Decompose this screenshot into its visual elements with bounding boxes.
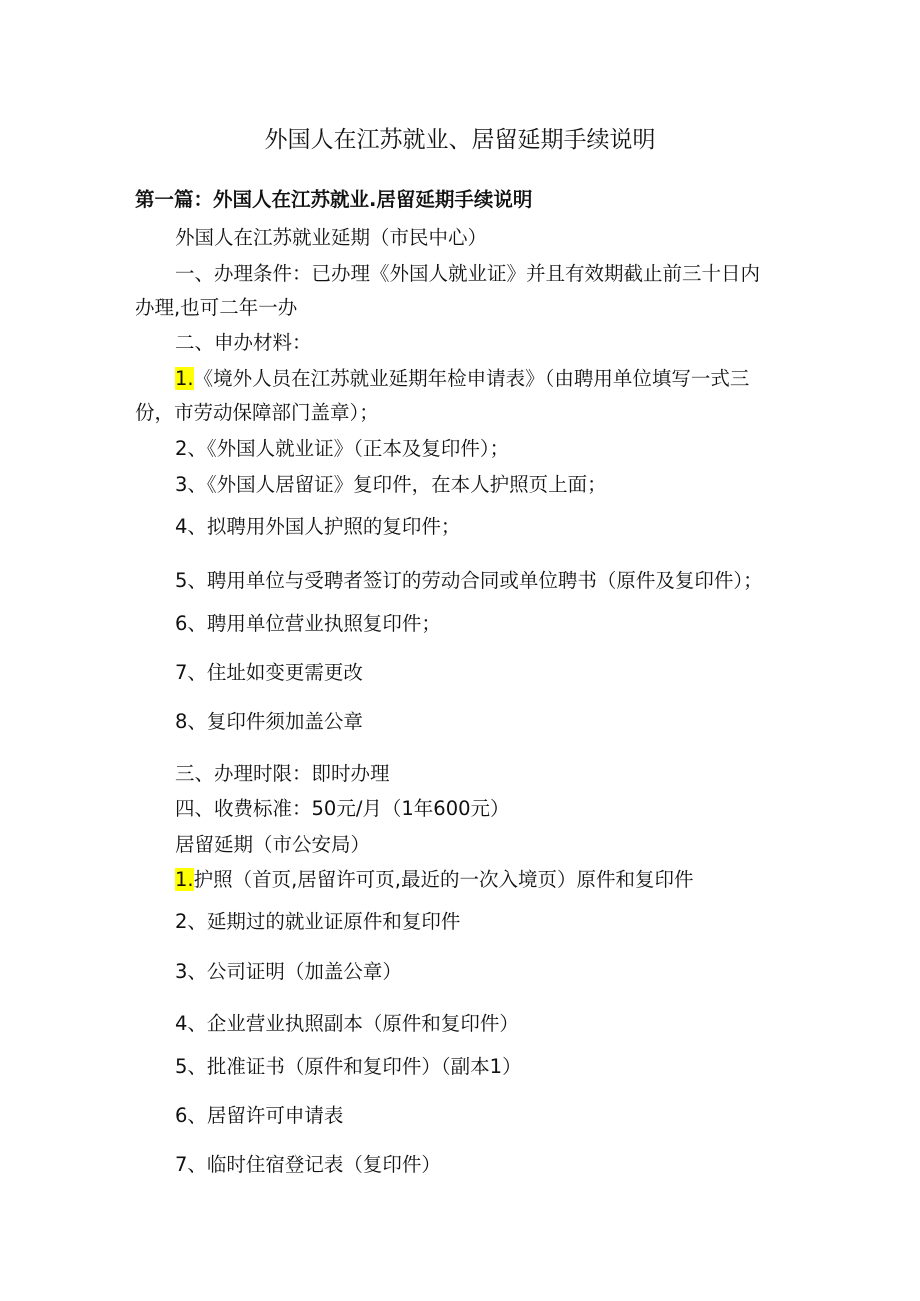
conditions-line-1: 一、办理条件：已办理《外国人就业证》并且有效期截止前三十日内 [175, 262, 761, 285]
material-item-1-continuation: 份，市劳动保障部门盖章）； [135, 401, 379, 424]
materials-heading: 二、申办材料： [175, 331, 312, 354]
material-item-7: 7、住址如变更需更改 [175, 661, 363, 684]
residence-item-7: 7、临时住宿登记表（复印件） [175, 1153, 441, 1176]
material-item-4: 4、拟聘用外国人护照的复印件； [175, 515, 461, 538]
highlighted-item-number: 1. [175, 367, 194, 390]
highlighted-item-number: 1. [175, 868, 194, 891]
chapter-heading: 第一篇：外国人在江苏就业.居留延期手续说明 [135, 188, 533, 211]
residence-item-1 [175, 866, 694, 894]
residence-item-3: 3、公司证明（加盖公章） [175, 960, 402, 983]
document-title: 外国人在江苏就业、居留延期手续说明 [264, 127, 656, 153]
residence-item-5: 5、批准证书（原件和复印件）（副本1） [175, 1055, 522, 1078]
residence-item-1-text: 护照（首页,居留许可页,最近的一次入境页）原件和复印件 [193, 868, 694, 891]
section-heading-employment-extension: 外国人在江苏就业延期（市民中心） [175, 226, 488, 249]
material-item-6: 6、聘用单位营业执照复印件； [175, 612, 441, 635]
conditions-line-2: 办理,也可二年一办 [135, 296, 298, 319]
material-item-3: 3、《外国人居留证》复印件，在本人护照页上面； [175, 473, 607, 496]
material-item-1-text: 《境外人员在江苏就业延期年检申请表》（由聘用单位填写一式三 [193, 367, 750, 390]
residence-item-2: 2、延期过的就业证原件和复印件 [175, 910, 461, 933]
fee-standard: 四、收费标准：50元/月（1年600元） [175, 797, 510, 820]
time-limit: 三、办理时限：即时办理 [175, 762, 390, 785]
residence-item-6: 6、居留许可申请表 [175, 1104, 344, 1127]
material-item-5: 5、聘用单位与受聘者签订的劳动合同或单位聘书（原件及复印件）； [175, 569, 763, 592]
material-item-2: 2、《外国人就业证》（正本及复印件）； [175, 437, 510, 460]
residence-item-4: 4、企业营业执照副本（原件和复印件） [175, 1012, 519, 1035]
material-item-1 [175, 365, 749, 393]
material-item-8: 8、复印件须加盖公章 [175, 710, 363, 733]
section-heading-residence-extension: 居留延期（市公安局） [175, 833, 371, 856]
